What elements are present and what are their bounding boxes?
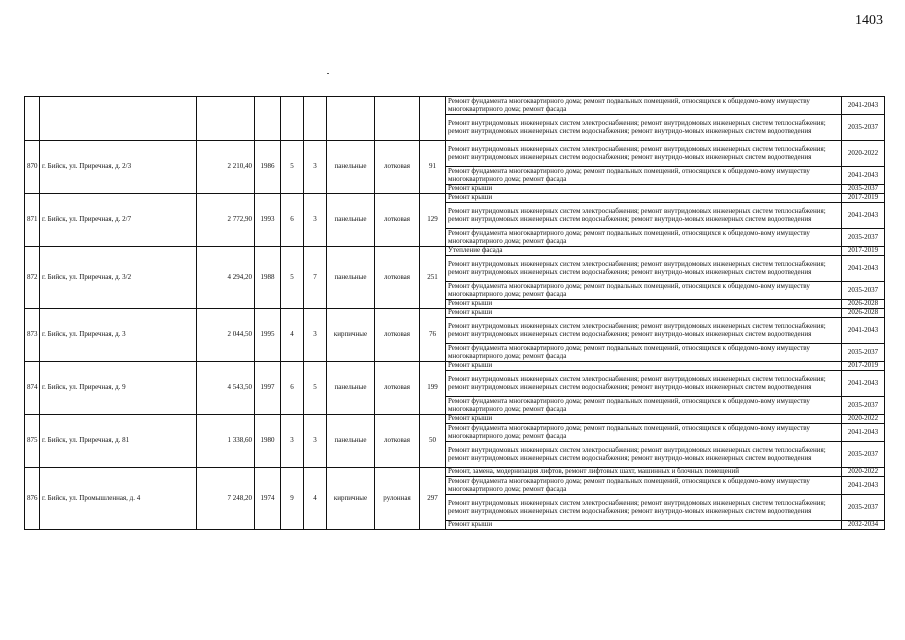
floors-cell: 5 — [281, 141, 304, 194]
work-period: 2041-2043 — [842, 318, 885, 344]
row-number: 870 — [25, 141, 40, 194]
work-description: Ремонт внутридомовых инженерных систем электроснабжения; ремонт внутридомовых инженерных систем теплоснабжения; ремонт внутридомовых инженерных систем водоснабжения; ремонт внутридо-мовых инженерных систем водоотведения — [446, 203, 842, 229]
residents-cell: 199 — [420, 362, 446, 415]
walls-cell: панельные — [327, 247, 375, 309]
address-cell: г. Бийск, ул. Приречная, д. 81 — [40, 415, 197, 468]
work-description: Ремонт внутридомовых инженерных систем электроснабжения; ремонт внутридомовых инженерных систем теплоснабжения; ремонт внутридомовых инженерных систем водоснабжения; ремонт внутридо-мовых инженерных систем водоотведения — [446, 495, 842, 521]
capital-repair-table — [24, 96, 885, 530]
work-period: 2026-2028 — [842, 300, 885, 309]
year-cell — [255, 97, 281, 141]
year-cell: 1995 — [255, 309, 281, 362]
roof-cell: лотковая — [375, 247, 420, 309]
work-description: Ремонт фундамента многоквартирного дома; ремонт подвальных помещений, относящихся к общедомо-вому имуществу многоквартирного дома; ремонт фасада — [446, 229, 842, 247]
work-period: 2041-2043 — [842, 167, 885, 185]
floors-cell: 4 — [281, 309, 304, 362]
work-period: 2035-2037 — [842, 397, 885, 415]
year-cell: 1988 — [255, 247, 281, 309]
year-cell: 1993 — [255, 194, 281, 247]
roof-cell: лотковая — [375, 309, 420, 362]
work-period: 2017-2019 — [842, 362, 885, 371]
residents-cell: 297 — [420, 468, 446, 530]
area-cell — [197, 97, 255, 141]
address-cell: г. Бийск, ул. Приречная, д. 9 — [40, 362, 197, 415]
work-description: Ремонт внутридомовых инженерных систем электроснабжения; ремонт внутридомовых инженерных систем теплоснабжения; ремонт внутридомовых инженерных систем водоснабжения; ремонт внутридо-мовых инженерных систем водоотведения — [446, 141, 842, 167]
work-description: Ремонт фундамента многоквартирного дома; ремонт подвальных помещений, относящихся к общедомо-вому имуществу многоквартирного дома; ремонт фасада — [446, 167, 842, 185]
work-description: Ремонт крыши — [446, 362, 842, 371]
work-description: Утепление фасада — [446, 247, 842, 256]
row-number: 873 — [25, 309, 40, 362]
work-period: 2041-2043 — [842, 203, 885, 229]
work-period: 2041-2043 — [842, 97, 885, 115]
address-cell — [40, 97, 197, 141]
table-row — [25, 97, 885, 115]
work-description: Ремонт крыши — [446, 185, 842, 194]
walls-cell: панельные — [327, 362, 375, 415]
work-description: Ремонт крыши — [446, 300, 842, 309]
work-description: Ремонт фундамента многоквартирного дома; ремонт подвальных помещений, относящихся к общедомо-вому имуществу многоквартирного дома; ремонт фасада — [446, 397, 842, 415]
area-cell: 2 210,40 — [197, 141, 255, 194]
work-description: Ремонт крыши — [446, 309, 842, 318]
area-cell: 2 772,90 — [197, 194, 255, 247]
work-period: 2035-2037 — [842, 442, 885, 468]
row-number — [25, 97, 40, 141]
work-period: 2041-2043 — [842, 477, 885, 495]
work-description: Ремонт фундамента многоквартирного дома; ремонт подвальных помещений, относящихся к общедомо-вому имуществу многоквартирного дома; ремонт фасада — [446, 344, 842, 362]
roof-cell: лотковая — [375, 194, 420, 247]
scan-speck — [327, 73, 329, 74]
work-period: 2035-2037 — [842, 282, 885, 300]
work-description: Ремонт внутридомовых инженерных систем электроснабжения; ремонт внутридомовых инженерных систем теплоснабжения; ремонт внутридомовых инженерных систем водоснабжения; ремонт внутридо-мовых инженерных систем водоотведения — [446, 442, 842, 468]
address-cell: г. Бийск, ул. Промышленная, д. 4 — [40, 468, 197, 530]
work-period: 2035-2037 — [842, 185, 885, 194]
year-cell: 1974 — [255, 468, 281, 530]
work-period: 2026-2028 — [842, 309, 885, 318]
work-description: Ремонт внутридомовых инженерных систем электроснабжения; ремонт внутридомовых инженерных систем теплоснабжения; ремонт внутридомовых инженерных систем водоснабжения; ремонт внутридо-мовых инженерных систем водоотведения — [446, 371, 842, 397]
entrances-cell: 3 — [304, 141, 327, 194]
floors-cell — [281, 97, 304, 141]
entrances-cell: 3 — [304, 309, 327, 362]
roof-cell: лотковая — [375, 415, 420, 468]
work-description: Ремонт фундамента многоквартирного дома; ремонт подвальных помещений, относящихся к общедомо-вому имуществу многоквартирного дома; ремонт фасада — [446, 282, 842, 300]
residents-cell: 251 — [420, 247, 446, 309]
walls-cell: панельные — [327, 415, 375, 468]
row-number: 876 — [25, 468, 40, 530]
table-row — [25, 194, 885, 203]
row-number: 871 — [25, 194, 40, 247]
page-number: 1403 — [855, 13, 883, 28]
area-cell: 1 338,60 — [197, 415, 255, 468]
entrances-cell: 5 — [304, 362, 327, 415]
work-period: 2017-2019 — [842, 247, 885, 256]
row-number: 872 — [25, 247, 40, 309]
year-cell: 1980 — [255, 415, 281, 468]
residents-cell — [420, 97, 446, 141]
work-period: 2035-2037 — [842, 495, 885, 521]
table-body — [25, 97, 885, 530]
table-row — [25, 362, 885, 371]
year-cell: 1986 — [255, 141, 281, 194]
floors-cell: 9 — [281, 468, 304, 530]
floors-cell: 3 — [281, 415, 304, 468]
residents-cell: 129 — [420, 194, 446, 247]
roof-cell: лотковая — [375, 362, 420, 415]
walls-cell — [327, 97, 375, 141]
work-period: 2032-2034 — [842, 521, 885, 530]
area-cell: 4 543,50 — [197, 362, 255, 415]
table-row — [25, 468, 885, 477]
residents-cell: 91 — [420, 141, 446, 194]
roof-cell: рулонная — [375, 468, 420, 530]
walls-cell: кирпичные — [327, 468, 375, 530]
area-cell: 4 294,20 — [197, 247, 255, 309]
entrances-cell: 7 — [304, 247, 327, 309]
floors-cell: 6 — [281, 194, 304, 247]
work-description: Ремонт внутридомовых инженерных систем электроснабжения; ремонт внутридомовых инженерных систем теплоснабжения; ремонт внутридомовых инженерных систем водоснабжения; ремонт внутридо-мовых инженерных систем водоотведения — [446, 256, 842, 282]
walls-cell: кирпичные — [327, 309, 375, 362]
work-period: 2020-2022 — [842, 415, 885, 424]
address-cell: г. Бийск, ул. Приречная, д. 2/3 — [40, 141, 197, 194]
residents-cell: 76 — [420, 309, 446, 362]
work-description: Ремонт фундамента многоквартирного дома; ремонт подвальных помещений, относящихся к общедомо-вому имуществу многоквартирного дома; ремонт фасада — [446, 477, 842, 495]
entrances-cell: 3 — [304, 415, 327, 468]
table-row — [25, 415, 885, 424]
work-description: Ремонт крыши — [446, 521, 842, 530]
address-cell: г. Бийск, ул. Приречная, д. 3/2 — [40, 247, 197, 309]
roof-cell — [375, 97, 420, 141]
row-number: 875 — [25, 415, 40, 468]
work-description: Ремонт внутридомовых инженерных систем электроснабжения; ремонт внутридомовых инженерных систем теплоснабжения; ремонт внутридомовых инженерных систем водоснабжения; ремонт внутридо-мовых инженерных систем водоотведения — [446, 115, 842, 141]
work-period: 2035-2037 — [842, 229, 885, 247]
area-cell: 7 248,20 — [197, 468, 255, 530]
work-period: 2020-2022 — [842, 468, 885, 477]
work-period: 2041-2043 — [842, 424, 885, 442]
work-description: Ремонт крыши — [446, 415, 842, 424]
area-cell: 2 044,50 — [197, 309, 255, 362]
address-cell: г. Бийск, ул. Приречная, д. 2/7 — [40, 194, 197, 247]
work-period: 2035-2037 — [842, 344, 885, 362]
work-description: Ремонт фундамента многоквартирного дома; ремонт подвальных помещений, относящихся к общедомо-вому имуществу многоквартирного дома; ремонт фасада — [446, 97, 842, 115]
table-row — [25, 247, 885, 256]
walls-cell: панельные — [327, 194, 375, 247]
address-cell: г. Бийск, ул. Приречная, д. 3 — [40, 309, 197, 362]
work-period: 2041-2043 — [842, 371, 885, 397]
entrances-cell: 4 — [304, 468, 327, 530]
row-number: 874 — [25, 362, 40, 415]
entrances-cell: 3 — [304, 194, 327, 247]
work-period: 2017-2019 — [842, 194, 885, 203]
table-row — [25, 141, 885, 167]
work-description: Ремонт, замена, модернизация лифтов, ремонт лифтовых шахт, машинных и блочных помещений — [446, 468, 842, 477]
work-period: 2020-2022 — [842, 141, 885, 167]
floors-cell: 6 — [281, 362, 304, 415]
work-description: Ремонт внутридомовых инженерных систем электроснабжения; ремонт внутридомовых инженерных систем теплоснабжения; ремонт внутридомовых инженерных систем водоснабжения; ремонт внутридо-мовых инженерных систем водоотведения — [446, 318, 842, 344]
work-description: Ремонт фундамента многоквартирного дома; ремонт подвальных помещений, относящихся к общедомо-вому имуществу многоквартирного дома; ремонт фасада — [446, 424, 842, 442]
work-period: 2035-2037 — [842, 115, 885, 141]
roof-cell: лотковая — [375, 141, 420, 194]
table-row — [25, 309, 885, 318]
work-description: Ремонт крыши — [446, 194, 842, 203]
year-cell: 1997 — [255, 362, 281, 415]
walls-cell: панельные — [327, 141, 375, 194]
entrances-cell — [304, 97, 327, 141]
floors-cell: 5 — [281, 247, 304, 309]
work-period: 2041-2043 — [842, 256, 885, 282]
residents-cell: 50 — [420, 415, 446, 468]
